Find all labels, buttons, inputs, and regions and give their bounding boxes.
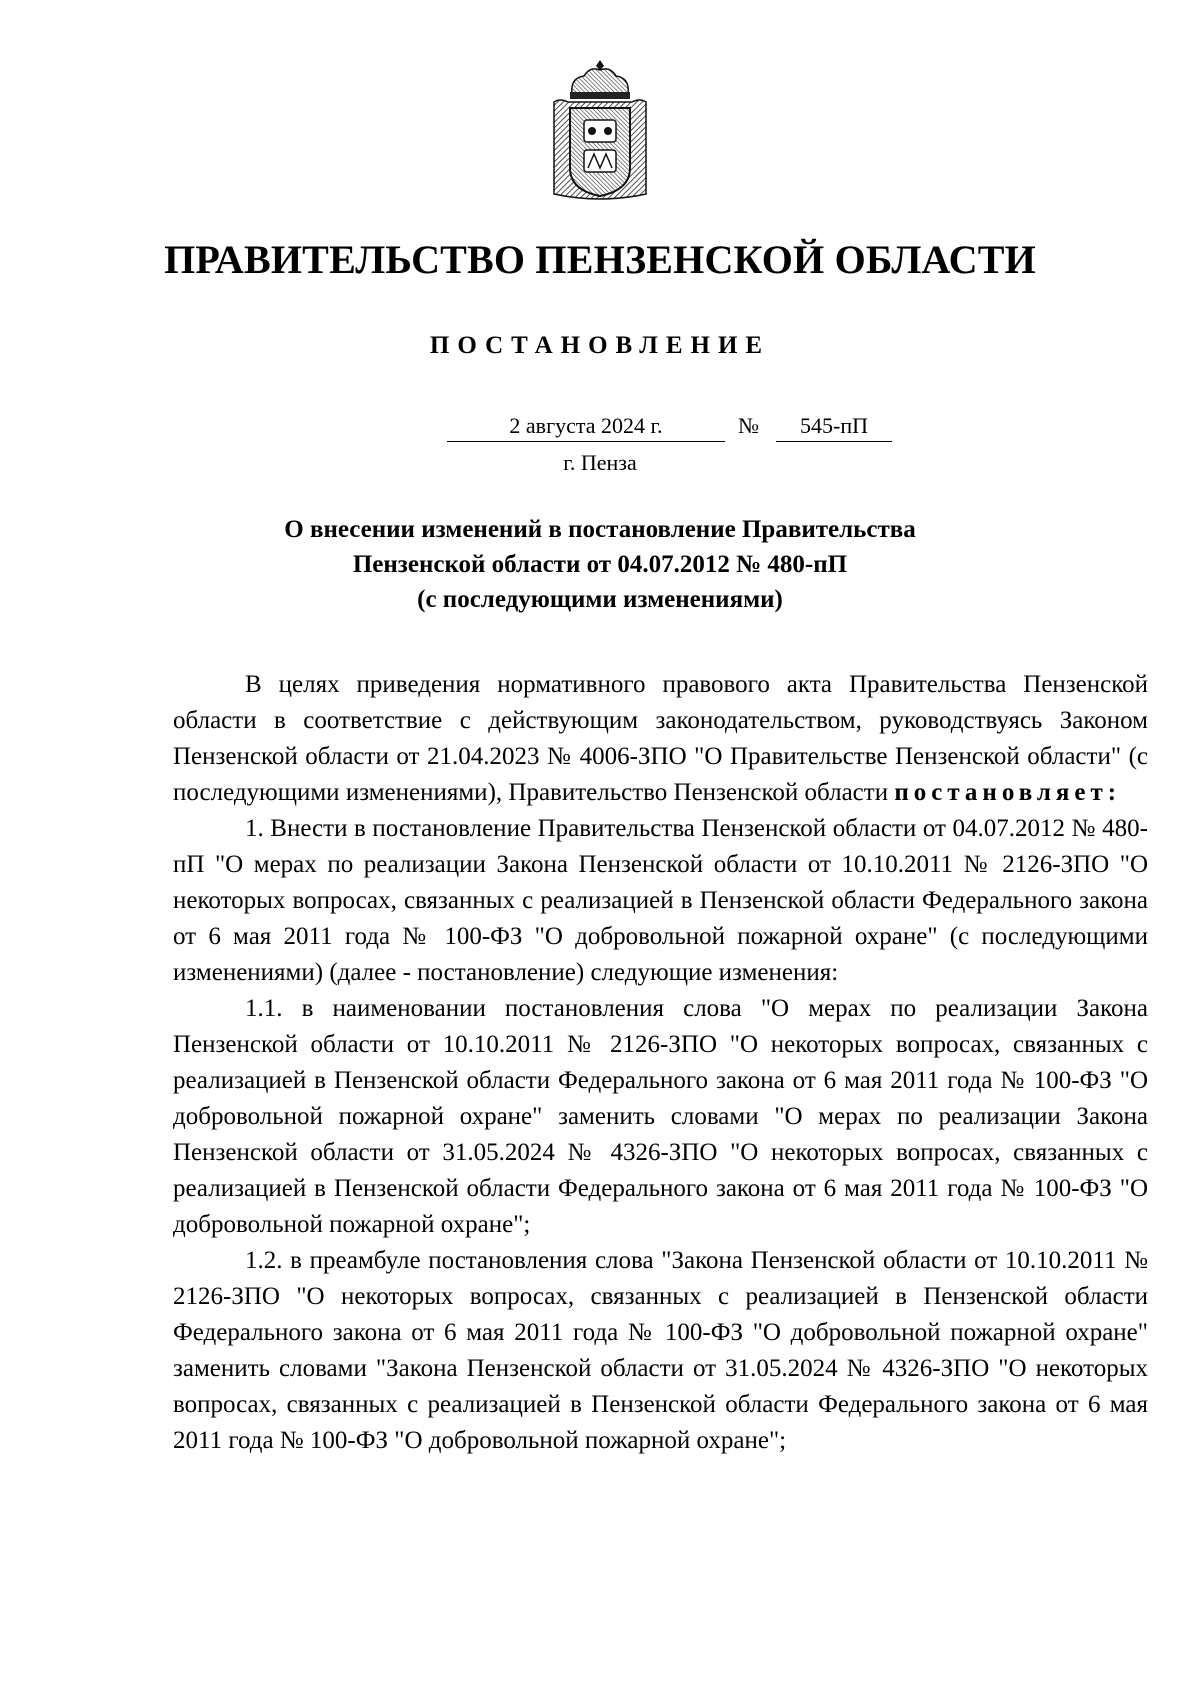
document-heading: [0, 512, 1200, 617]
coat-of-arms-icon: [550, 58, 650, 208]
document-body: [173, 667, 1148, 1459]
decree-word: постановляет:: [894, 779, 1122, 806]
organization-title: ПРАВИТЕЛЬСТВО ПЕНЗЕНСКОЙ ОБЛАСТИ: [164, 237, 1036, 282]
document-date: 2 августа 2024 г.: [447, 411, 725, 442]
preamble-paragraph: [173, 667, 1148, 811]
heading-line-3: (с последующими изменениями): [417, 586, 783, 613]
heading-line-2: Пензенской области от 04.07.2012 № 480-пП: [352, 551, 848, 578]
document-city: г. Пенза: [563, 450, 637, 475]
preamble-text: В целях приведения нормативного правового акта Правительства Пензенской области в соответствие с действующим законодательством, руководствуясь Законом Пензенской области от 21.04.2023 № 4006-ЗПО "О Правительстве Пензенской области" (с последующими изменениями), Правительство Пензенской области: [173, 671, 1148, 806]
item-1-1: 1.1. в наименовании постановления слова "О мерах по реализации Закона Пензенской области от 10.10.2011 № 2126-ЗПО "О некоторых вопросах, связанных с реализацией в Пензенской области Федерального закона от 6 мая 2011 года № 100-ФЗ "О добровольной пожарной охране" заменить словами "О мерах по реализации Закона Пензенской области от 31.05.2024 № 4326-ЗПО "О некоторых вопросах, связанных с реализацией в Пензенской области Федерального закона от 6 мая 2011 года № 100-ФЗ "О добровольной пожарной охране";: [173, 995, 1148, 1238]
date-number-line: [0, 411, 1200, 445]
document-number: 545-пП: [776, 411, 892, 442]
number-sign: №: [738, 413, 759, 438]
heading-line-1: О внесении изменений в постановление Правительства: [284, 516, 916, 543]
item-1-2: 1.2. в преамбуле постановления слова "Закона Пензенской области от 10.10.2011 № 2126-ЗПО "О некоторых вопросах, связанных с реализацией в Пензенской области Федерального закона от 6 мая 2011 года № 100-ФЗ "О добровольной пожарной охране" заменить словами "Закона Пензенской области от 31.05.2024 № 4326-ЗПО "О некоторых вопросах, связанных с реализацией в Пензенской области Федерального закона от 6 мая 2011 года № 100-ФЗ "О добровольной пожарной охране";: [173, 1247, 1148, 1454]
document-type: ПОСТАНОВЛЕНИЕ: [429, 332, 771, 359]
item-1: 1. Внести в постановление Правительства Пензенской области от 04.07.2012 № 480-пП "О мерах по реализации Закона Пензенской области от 10.10.2011 № 2126-ЗПО "О некоторых вопросах, связанных с реализацией в Пензенской области Федерального закона от 6 мая 2011 года № 100-ФЗ "О добровольной пожарной охране" (с последующими изменениями) (далее - постановление) следующие изменения:: [173, 815, 1148, 986]
